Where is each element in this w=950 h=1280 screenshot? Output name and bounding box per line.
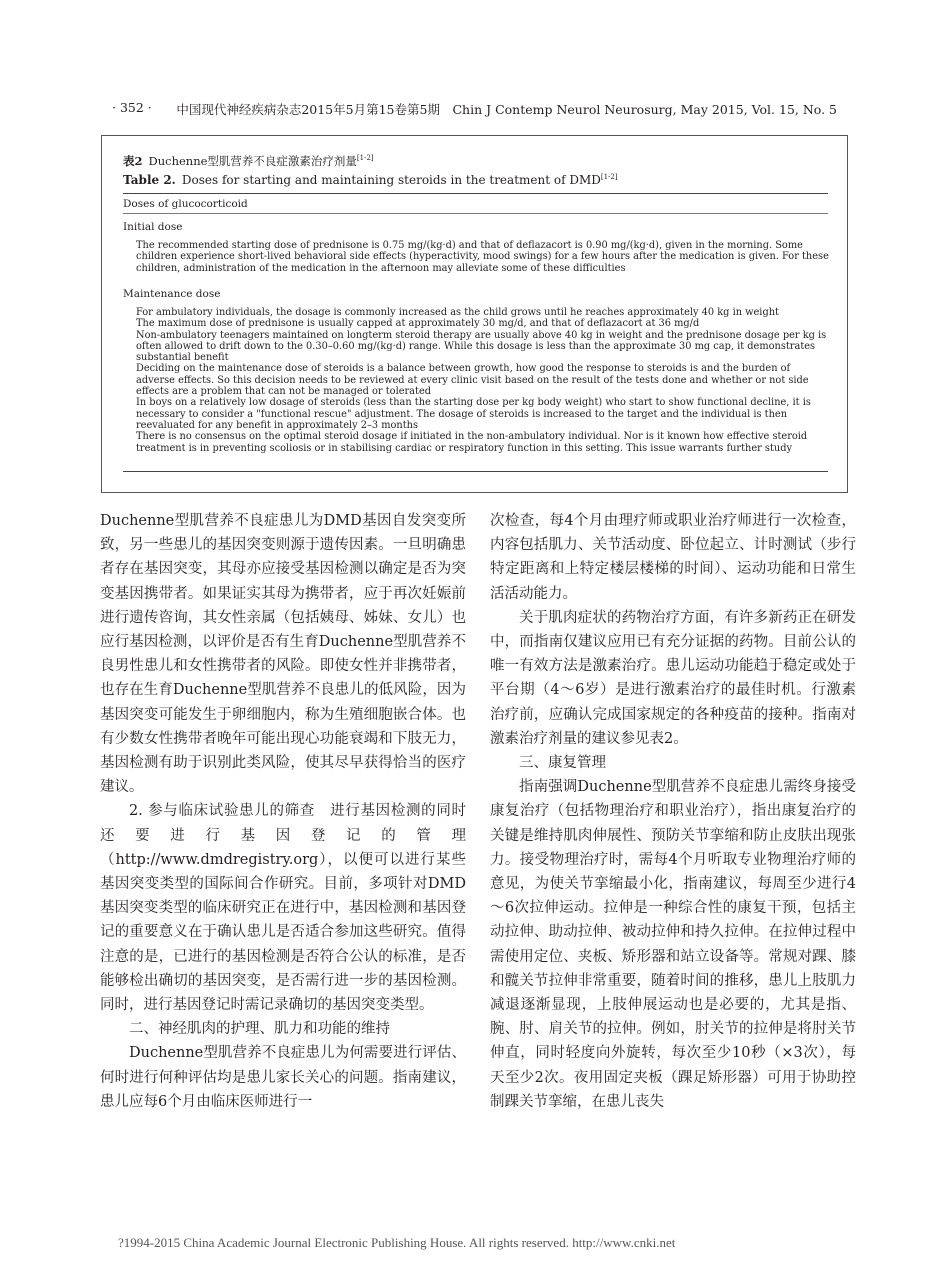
maintenance-item: In boys on a relatively low dosage of steroids (less than the starting dose per kg body weight) who start to show functional decline, it is necessary to consider a "functional rescue" adjustment. The dosage of steroids is increased to the target and the individual is then reevaluated for any benefit in approximately 2–3 months — [136, 397, 811, 431]
maintenance-item: For ambulatory individuals, the dosage is commonly increased as the child grows until he reaches approximately 40 kg in weight — [136, 307, 779, 318]
body-paragraph: 次检查，每4个月由理疗师或职业治疗师进行一次检查，内容包括肌力、关节活动度、卧位起立、计时测试（步行特定距离和上特定楼层楼梯的时间）、运动功能和日常生活活动能力。 — [490, 513, 856, 602]
table-top-rule — [123, 193, 828, 194]
section-heading: 三、康复管理 — [519, 755, 606, 772]
body-column-right — [490, 509, 856, 1114]
section-heading: 二、神经肌肉的护理、肌力和功能的维持 — [129, 1021, 390, 1038]
table-ref-cn: [1-2] — [356, 154, 374, 163]
running-header — [112, 98, 837, 120]
body-column-left — [100, 509, 466, 1114]
maintenance-item: The maximum dose of prednisone is usually capped at approximately 30 mg/d, and that of deflazacort at 36 mg/d — [136, 318, 700, 330]
body-paragraph: 关于肌肉症状的药物治疗方面，有许多新药正在研发中，而指南仅建议应用已有充分证据的药物。目前公认的唯一有效方法是激素治疗。患儿运动功能趋于稳定或处于平台期（4～6岁）是进行激素治疗的最佳时机。行激素治疗前，应确认完成国家规定的各种疫苗的接种。指南对激素治疗剂量的建议参见表2。 — [490, 609, 856, 747]
table-title-en-text: Doses for starting and maintaining steroids in the treatment of DMD — [181, 173, 601, 187]
table-label-cn: 表2 — [123, 154, 143, 168]
maintenance-dose-heading: Maintenance dose — [123, 288, 221, 300]
initial-dose-text: The recommended starting dose of prednisone is 0.75 mg/(kg·d) and that of deflazacort is 0.90 mg/(kg·d), given in the morning. Some children experience short-lived behavioral side effects (hyperactivity, mood swings) for a few hours after the medication is given. For these children, administration of the medication in the afternoon may alleviate some of these difficulties — [136, 240, 829, 274]
table-label-en: Table 2. — [123, 173, 176, 187]
table-column-header: Doses of glucocorticoid — [123, 198, 248, 210]
initial-dose-heading: Initial dose — [123, 221, 183, 233]
table-header-rule — [123, 213, 828, 214]
maintenance-item: Non-ambulatory teenagers maintained on longterm steroid therapy are usually above 40 kg in weight and the prednisone dosage per kg is often allowed to drift down to the 0.30–0.60 mg/(kg·d) range. While this dosage is less than the approximate 30 mg cap, it demonstrates substantial benefit — [136, 329, 827, 364]
body-paragraph: 2. 参与临床试验患儿的筛查 进行基因检测的同时还要进行基因登记的管理（http://www.dmdregistry.org），以便可以进行某些基因突变类型的国际间合作研究。目前，多项针对DMD基因突变类型的临床研究正在进行中，基因检测和基因登记的重要意义在于确认患儿是否适合参加这些研究。值得注意的是，已进行的基因检测是否符合公认的标准，是否能够检出确切的基因突变，是否需行进一步的基因检测。同时，进行基因登记时需记录确切的基因突变类型。 — [100, 803, 466, 1014]
table-title-cn — [123, 153, 374, 169]
copyright-footer: ?1994-2015 China Academic Journal Electronic Publishing House. All rights reserved. http://www.cnki.net — [118, 1235, 676, 1250]
table-title-en — [123, 173, 618, 187]
body-paragraph: Duchenne型肌营养不良症患儿为DMD基因自发突变所致，另一些患儿的基因突变则源于遗传因素。一旦明确患者存在基因突变，其母亦应接受基因检测以确定是否为突变基因携带者。如果证实其母为携带者，应于再次妊娠前进行遗传咨询，其女性亲属（包括姨母、姊妹、女儿）也应行基因检测，以评价是否有生育Duchenne型肌营养不良男性患儿和女性携带者的风险。即使女性并非携带者，也存在生育Duchenne型肌营养不良患儿的低风险，因为基因突变可能发生于卵细胞内，称为生殖细胞嵌合体。也有少数女性携带者晚年可能出现心功能衰竭和下肢无力，基因检测有助于识别此类风险，使其尽早获得恰当的医疗建议。 — [100, 513, 466, 796]
journal-citation: 中国现代神经疾病杂志2015年5月第15卷第5期 Chin J Contemp Neurol Neurosurg, May 2015, Vol. 15, No. 5 — [176, 102, 837, 117]
maintenance-item: There is no consensus on the optimal steroid dosage if initiated in the non-ambulatory individual. Nor is it known how effective steroid treatment is in preventing scoliosis or in stabilising cardiac or respiratory function in this setting. This issue warrants further study — [136, 431, 808, 454]
maintenance-item: Deciding on the maintenance dose of steroids is a balance between growth, how good the response to steroids is and the burden of adverse effects. So this decision needs to be reviewed at every clinic visit based on the result of the tests done and whether or not side effects are a problem that can not be managed or tolerated — [136, 363, 809, 398]
maintenance-dose-text — [136, 307, 831, 454]
table-title-cn-text: Duchenne型肌营养不良症激素治疗剂量 — [148, 154, 357, 168]
body-paragraph: Duchenne型肌营养不良症患儿为何需要进行评估、何时进行何种评估均是患儿家长关心的问题。指南建议，患儿应每6个月由临床医师进行一 — [100, 1045, 466, 1110]
table-bottom-rule — [123, 471, 828, 472]
table-ref-en: [1-2] — [600, 173, 618, 181]
page-number: · 352 · — [112, 100, 152, 115]
table-2 — [101, 135, 848, 493]
maintenance-list — [136, 307, 831, 454]
body-paragraph: 指南强调Duchenne型肌营养不良症患儿需终身接受康复治疗（包括物理治疗和职业治疗），指出康复治疗的关键是维持肌肉伸展性、预防关节挛缩和防止皮肤出现张力。接受物理治疗时，需每4个月听取专业物理治疗师的意见，为使关节挛缩最小化，指南建议，每周至少进行4～6次拉伸运动。拉伸是一种综合性的康复干预，包括主动拉伸、助动拉伸、被动拉伸和持久拉伸。在拉伸过程中需使用定位、夹板、矫形器和站立设备等。常规对踝、膝和髋关节拉伸非常重要，随着时间的推移，患儿上肢肌力减退逐渐显现，上肢伸展运动也是必要的，尤其是指、腕、肘、肩关节的拉伸。例如，肘关节的拉伸是将肘关节伸直，同时轻度向外旋转，每次至少10秒（×3次），每天至少2次。夜用固定夹板（踝足矫形器）可用于协助控制踝关节挛缩，在患儿丧失 — [490, 779, 856, 1110]
